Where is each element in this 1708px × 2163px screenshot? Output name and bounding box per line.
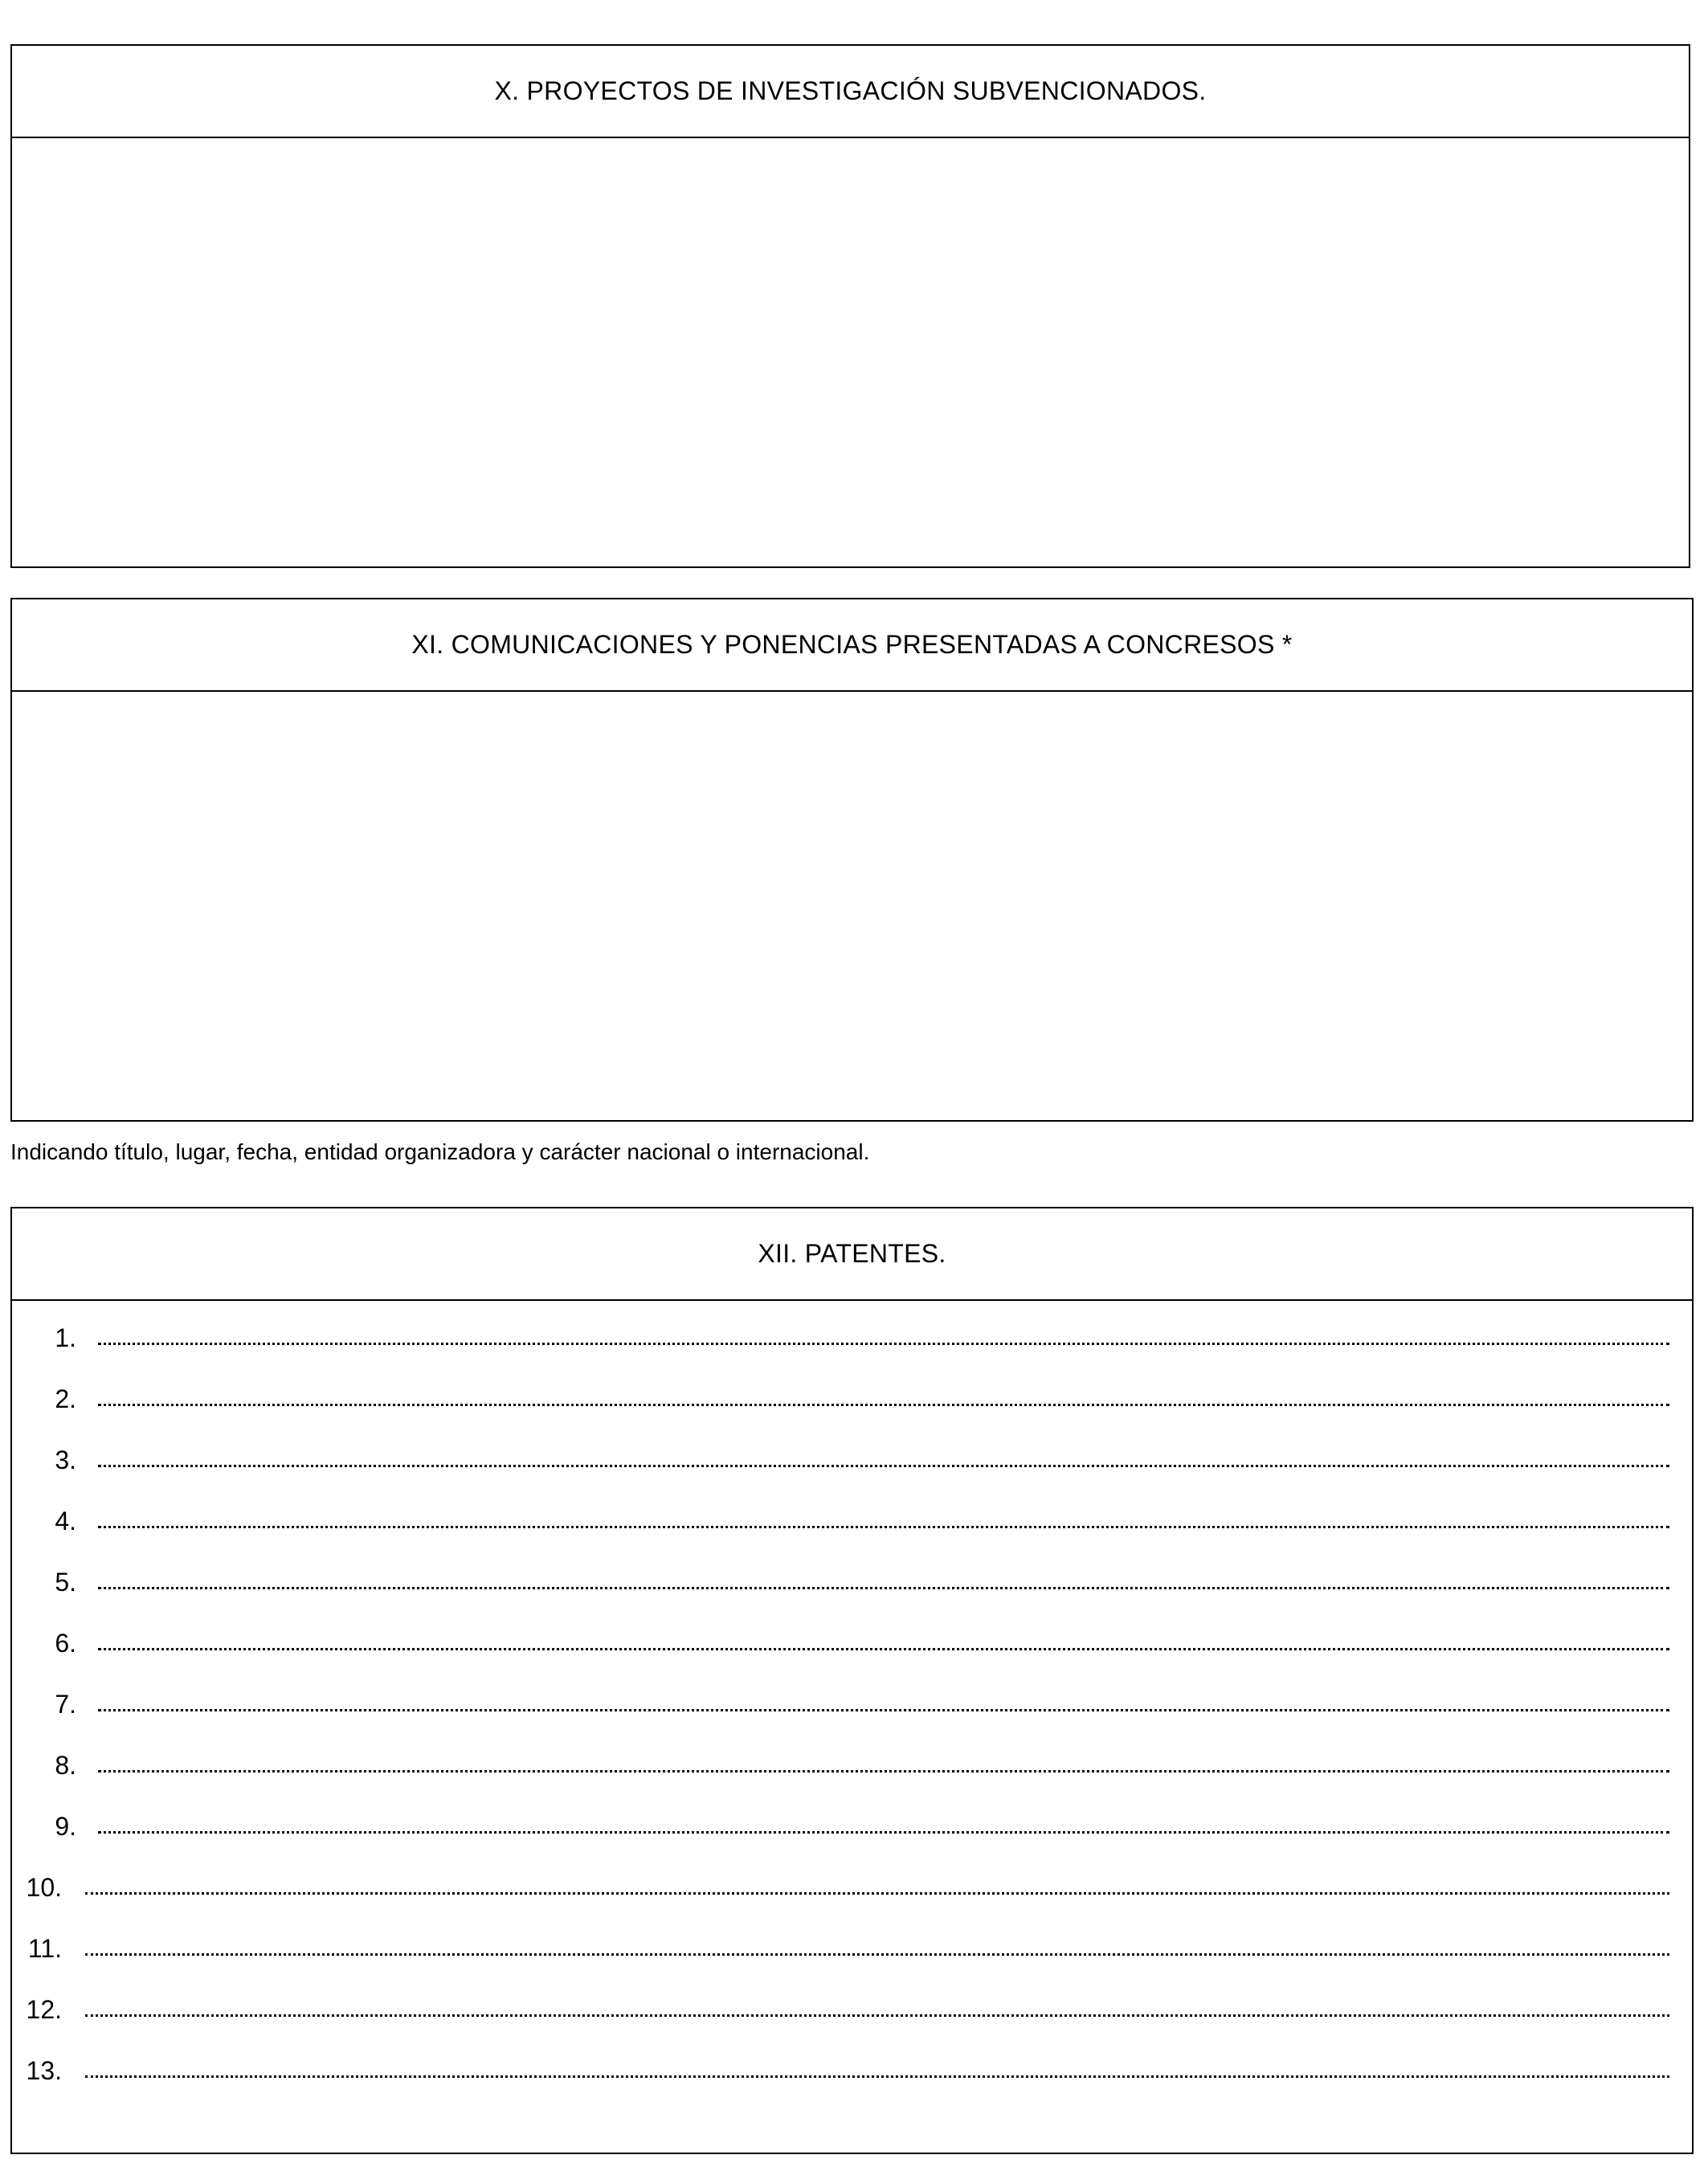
patent-entry [12,1507,1669,1568]
patent-entry [12,1873,1669,1934]
patent-number: 6. [55,1629,76,1658]
patent-entry [12,1568,1669,1629]
patent-entry [12,1995,1669,2056]
patent-number: 10. [26,1873,62,1902]
patent-dotted-line[interactable] [98,1343,1669,1345]
section-x-title: X. PROYECTOS DE INVESTIGACIÓN SUBVENCIONADOS. [12,46,1689,138]
patent-dotted-line[interactable] [85,2075,1669,2078]
patent-number: 2. [55,1384,76,1413]
section-xi-box [10,598,1694,1122]
patent-dotted-line[interactable] [85,1953,1669,1956]
patent-entry [12,2056,1669,2117]
section-xi-title: XI. COMUNICACIONES Y PONENCIAS PRESENTADAS A CONCRESOS * [12,599,1692,692]
patent-dotted-line[interactable] [98,1465,1669,1467]
patent-number: 1. [55,1323,76,1352]
patent-dotted-line[interactable] [98,1648,1669,1650]
patent-dotted-line[interactable] [98,1404,1669,1406]
patent-dotted-line[interactable] [98,1709,1669,1711]
patent-dotted-line[interactable] [98,1831,1669,1834]
patent-number: 9. [55,1812,76,1841]
section-xii-title: XII. PATENTES. [12,1208,1692,1301]
section-xii-box [10,1207,1694,2154]
patent-number: 3. [55,1445,76,1474]
patent-number: 12. [26,1995,62,2024]
patent-number: 11. [27,1934,62,1963]
section-xi-footnote: Indicando título, lugar, fecha, entidad organizadora y carácter nacional o internacional. [10,1139,870,1164]
patent-dotted-line[interactable] [98,1587,1669,1589]
patent-number: 5. [55,1568,76,1597]
patent-entry [12,1690,1669,1751]
patent-list [12,1301,1692,2117]
patent-dotted-line[interactable] [85,1892,1669,1895]
patent-dotted-line[interactable] [98,1770,1669,1773]
patent-entry [12,1934,1669,1995]
patent-dotted-line[interactable] [98,1526,1669,1528]
patent-dotted-line[interactable] [85,2014,1669,2017]
patent-entry [12,1384,1669,1445]
patent-entry [12,1812,1669,1873]
patent-number: 4. [55,1507,76,1535]
patent-number: 13. [26,2056,62,2085]
section-xii-body [12,1301,1692,2117]
patent-entry [12,1751,1669,1812]
patent-entry [12,1323,1669,1384]
patent-entry [12,1629,1669,1690]
patent-entry [12,1445,1669,1507]
patent-number: 7. [55,1690,76,1719]
patent-number: 8. [55,1751,76,1780]
section-x-box [10,44,1690,568]
